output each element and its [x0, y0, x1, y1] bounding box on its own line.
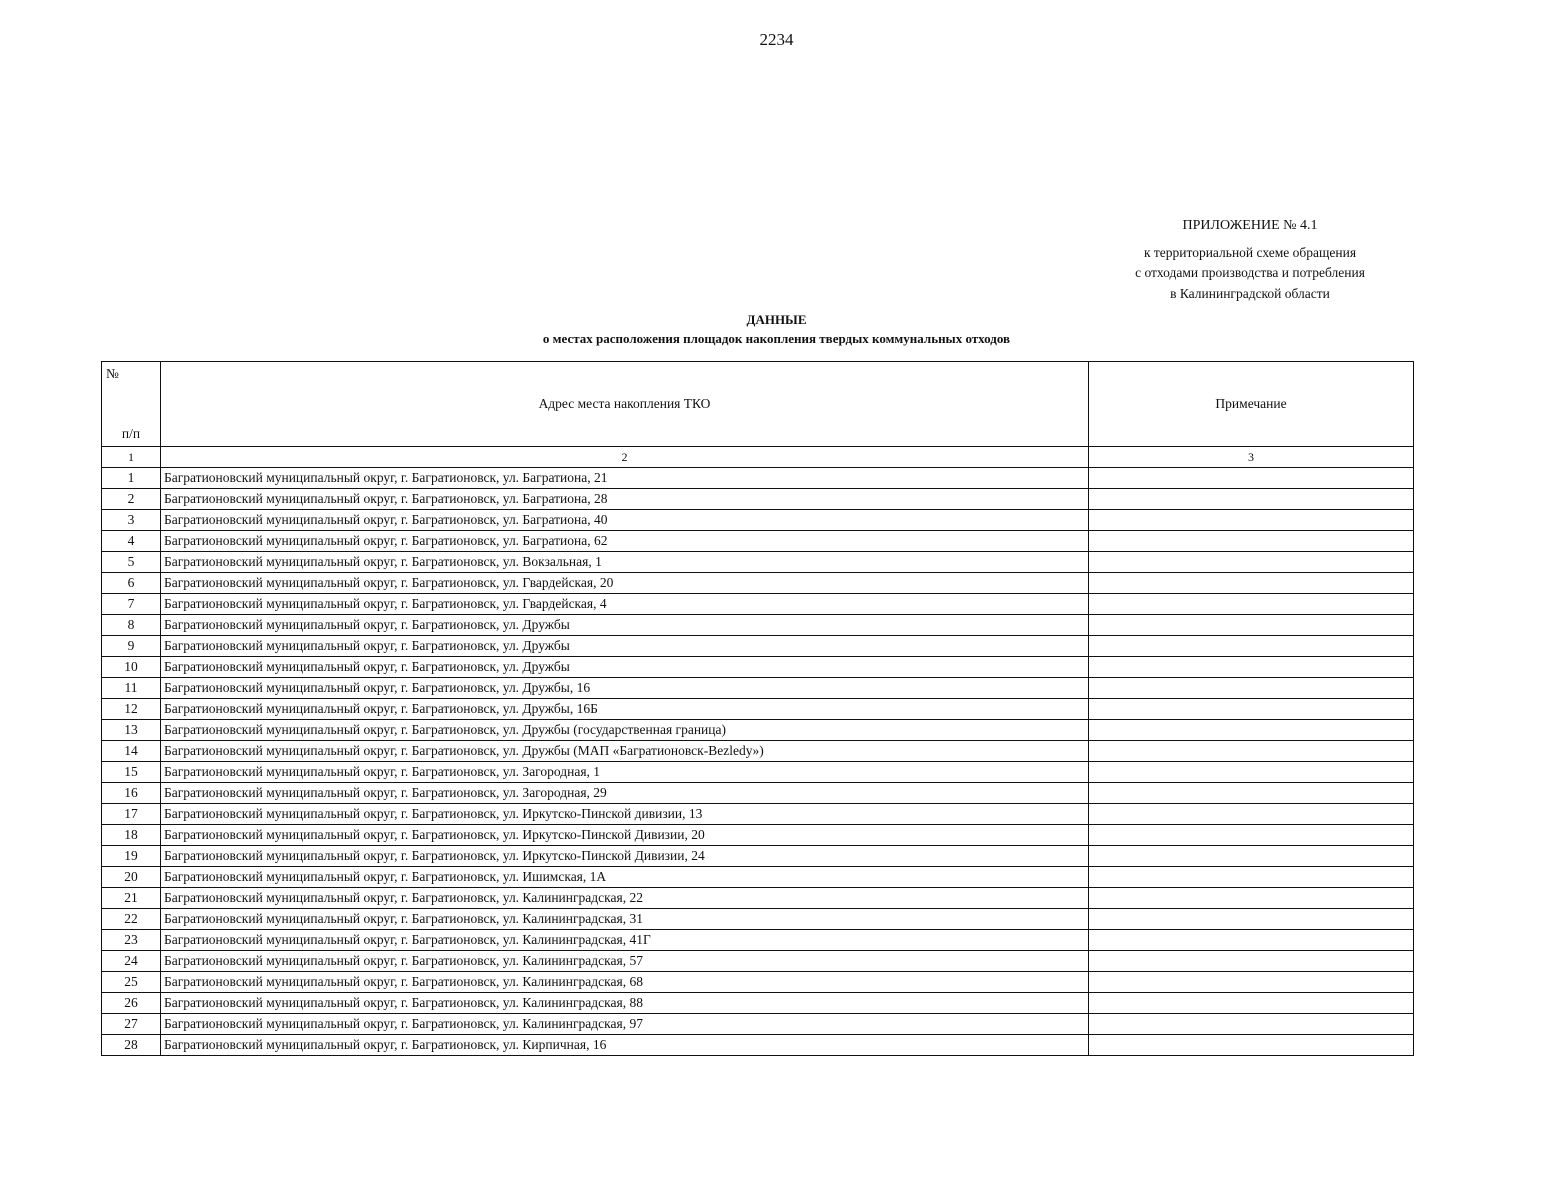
row-number: 8: [102, 615, 161, 636]
row-note: [1089, 573, 1414, 594]
header-note: Примечание: [1089, 362, 1414, 447]
table-row: [102, 762, 1414, 783]
row-address: Багратионовский муниципальный округ, г. Багратионовск, ул. Дружбы, 16Б: [161, 699, 1089, 720]
header-number-pp: п/п: [121, 426, 141, 441]
row-number: 22: [102, 909, 161, 930]
row-address: Багратионовский муниципальный округ, г. Багратионовск, ул. Калининградская, 41Г: [161, 930, 1089, 951]
column-index-1: 1: [102, 447, 161, 468]
row-address: Багратионовский муниципальный округ, г. Багратионовск, ул. Дружбы: [161, 657, 1089, 678]
header-number: [102, 362, 161, 447]
row-note: [1089, 510, 1414, 531]
page-number: 2234: [759, 30, 794, 49]
table-row: [102, 720, 1414, 741]
appendix-block: [1090, 216, 1410, 304]
row-note: [1089, 825, 1414, 846]
row-address: Багратионовский муниципальный округ, г. Багратионовск, ул. Багратиона, 21: [161, 468, 1089, 489]
table-row: [102, 468, 1414, 489]
row-note: [1089, 678, 1414, 699]
row-note: [1089, 531, 1414, 552]
row-number: 9: [102, 636, 161, 657]
row-note: [1089, 909, 1414, 930]
row-note: [1089, 741, 1414, 762]
column-index-row: [102, 447, 1414, 468]
row-number: 16: [102, 783, 161, 804]
row-note: [1089, 804, 1414, 825]
table-row: [102, 1035, 1414, 1056]
table-row: [102, 510, 1414, 531]
row-address: Багратионовский муниципальный округ, г. Багратионовск, ул. Иркутско-Пинской Дивизии, 24: [161, 846, 1089, 867]
row-number: 24: [102, 951, 161, 972]
row-address: Багратионовский муниципальный округ, г. Багратионовск, ул. Багратиона, 62: [161, 531, 1089, 552]
table-row: [102, 825, 1414, 846]
row-note: [1089, 489, 1414, 510]
table-row: [102, 636, 1414, 657]
table-body: [102, 468, 1414, 1056]
row-number: 1: [102, 468, 161, 489]
row-address: Багратионовский муниципальный округ, г. Багратионовск, ул. Ишимская, 1А: [161, 867, 1089, 888]
header-address: Адрес места накопления ТКО: [161, 362, 1089, 447]
row-address: Багратионовский муниципальный округ, г. Багратионовск, ул. Калининградская, 68: [161, 972, 1089, 993]
row-address: Багратионовский муниципальный округ, г. Багратионовск, ул. Калининградская, 22: [161, 888, 1089, 909]
row-note: [1089, 888, 1414, 909]
row-note: [1089, 468, 1414, 489]
column-index-3: 3: [1089, 447, 1414, 468]
row-number: 23: [102, 930, 161, 951]
table-row: [102, 1014, 1414, 1035]
row-address: Багратионовский муниципальный округ, г. Багратионовск, ул. Калининградская, 88: [161, 993, 1089, 1014]
row-address: Багратионовский муниципальный округ, г. Багратионовск, ул. Загородная, 1: [161, 762, 1089, 783]
row-note: [1089, 762, 1414, 783]
row-address: Багратионовский муниципальный округ, г. Багратионовск, ул. Иркутско-Пинской дивизии, 13: [161, 804, 1089, 825]
document-heading: [0, 310, 1553, 348]
table-row: [102, 846, 1414, 867]
row-note: [1089, 594, 1414, 615]
row-number: 4: [102, 531, 161, 552]
row-number: 5: [102, 552, 161, 573]
row-address: Багратионовский муниципальный округ, г. Багратионовск, ул. Кирпичная, 16: [161, 1035, 1089, 1056]
row-address: Багратионовский муниципальный округ, г. Багратионовск, ул. Дружбы: [161, 615, 1089, 636]
row-address: Багратионовский муниципальный округ, г. Багратионовск, ул. Калининградская, 31: [161, 909, 1089, 930]
row-note: [1089, 657, 1414, 678]
appendix-line-1: к территориальной схеме обращения: [1143, 244, 1357, 260]
table-row: [102, 930, 1414, 951]
table-row: [102, 552, 1414, 573]
table-row: [102, 678, 1414, 699]
row-number: 14: [102, 741, 161, 762]
row-note: [1089, 951, 1414, 972]
row-number: 15: [102, 762, 161, 783]
row-address: Багратионовский муниципальный округ, г. Багратионовск, ул. Багратиона, 40: [161, 510, 1089, 531]
table-header-row: [102, 362, 1414, 447]
row-address: Багратионовский муниципальный округ, г. Багратионовск, ул. Загородная, 29: [161, 783, 1089, 804]
row-number: 11: [102, 678, 161, 699]
row-address: Багратионовский муниципальный округ, г. Багратионовск, ул. Калининградская, 97: [161, 1014, 1089, 1035]
table-row: [102, 993, 1414, 1014]
row-note: [1089, 615, 1414, 636]
row-number: 10: [102, 657, 161, 678]
row-address: Багратионовский муниципальный округ, г. Багратионовск, ул. Дружбы, 16: [161, 678, 1089, 699]
row-address: Багратионовский муниципальный округ, г. Багратионовск, ул. Дружбы (МАП «Багратионовск-Bezledy»): [161, 741, 1089, 762]
table-row: [102, 615, 1414, 636]
row-number: 21: [102, 888, 161, 909]
table-row: [102, 489, 1414, 510]
row-address: Багратионовский муниципальный округ, г. Багратионовск, ул. Иркутско-Пинской Дивизии, 20: [161, 825, 1089, 846]
row-note: [1089, 993, 1414, 1014]
row-note: [1089, 846, 1414, 867]
row-number: 6: [102, 573, 161, 594]
column-index-2: 2: [161, 447, 1089, 468]
table-row: [102, 951, 1414, 972]
row-number: 18: [102, 825, 161, 846]
row-number: 27: [102, 1014, 161, 1035]
row-note: [1089, 867, 1414, 888]
row-address: Багратионовский муниципальный округ, г. Багратионовск, ул. Багратиона, 28: [161, 489, 1089, 510]
table-row: [102, 594, 1414, 615]
row-note: [1089, 552, 1414, 573]
row-number: 13: [102, 720, 161, 741]
row-number: 2: [102, 489, 161, 510]
row-number: 19: [102, 846, 161, 867]
row-note: [1089, 930, 1414, 951]
table-row: [102, 909, 1414, 930]
row-address: Багратионовский муниципальный округ, г. Багратионовск, ул. Калининградская, 57: [161, 951, 1089, 972]
row-address: Багратионовский муниципальный округ, г. Багратионовск, ул. Вокзальная, 1: [161, 552, 1089, 573]
header-number-sign: №: [106, 366, 119, 381]
appendix-line-2: с отходами производства и потребления: [1135, 265, 1365, 280]
appendix-title: ПРИЛОЖЕНИЕ № 4.1: [1182, 218, 1318, 233]
row-address: Багратионовский муниципальный округ, г. Багратионовск, ул. Дружбы: [161, 636, 1089, 657]
table-row: [102, 783, 1414, 804]
row-address: Багратионовский муниципальный округ, г. Багратионовск, ул. Гвардейская, 4: [161, 594, 1089, 615]
row-note: [1089, 1035, 1414, 1056]
row-number: 12: [102, 699, 161, 720]
row-note: [1089, 699, 1414, 720]
row-number: 20: [102, 867, 161, 888]
table-row: [102, 867, 1414, 888]
table-row: [102, 972, 1414, 993]
table-row: [102, 657, 1414, 678]
appendix-line-3: в Калининградской области: [1170, 285, 1330, 301]
row-number: 28: [102, 1035, 161, 1056]
row-note: [1089, 636, 1414, 657]
row-address: Багратионовский муниципальный округ, г. Багратионовск, ул. Гвардейская, 20: [161, 573, 1089, 594]
row-number: 25: [102, 972, 161, 993]
document-title: ДАННЫЕ: [746, 312, 807, 327]
table-row: [102, 531, 1414, 552]
table-row: [102, 573, 1414, 594]
data-table: [101, 361, 1414, 1056]
row-note: [1089, 720, 1414, 741]
row-number: 7: [102, 594, 161, 615]
row-number: 3: [102, 510, 161, 531]
row-note: [1089, 972, 1414, 993]
table-row: [102, 888, 1414, 909]
row-number: 17: [102, 804, 161, 825]
document-subtitle: о местах расположения площадок накопления твердых коммунальных отходов: [542, 331, 1011, 346]
row-number: 26: [102, 993, 161, 1014]
row-note: [1089, 783, 1414, 804]
row-address: Багратионовский муниципальный округ, г. Багратионовск, ул. Дружбы (государственная граница): [161, 720, 1089, 741]
table-row: [102, 804, 1414, 825]
row-note: [1089, 1014, 1414, 1035]
table-row: [102, 741, 1414, 762]
table-row: [102, 699, 1414, 720]
